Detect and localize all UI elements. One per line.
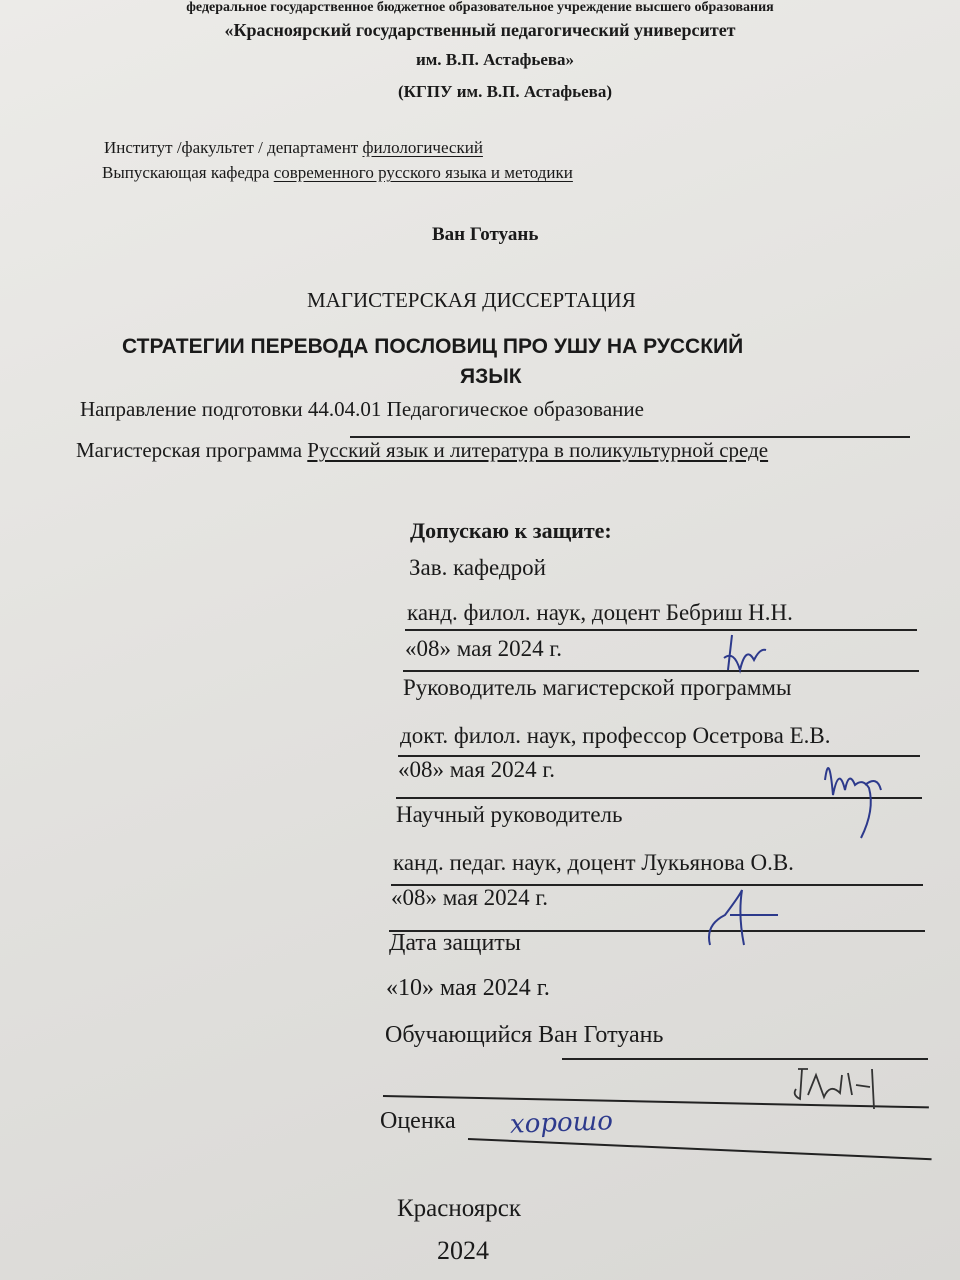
department-label: Выпускающая кафедра: [102, 163, 270, 182]
direction-value: 44.04.01 Педагогическое образование: [307, 397, 644, 421]
department-value: современного русского языка и методики: [273, 163, 573, 182]
program-head-name: докт. филол. наук, профессор Осетрова Е.В.: [400, 723, 831, 748]
program-value: Русский язык и литература в поликультурной среде: [307, 438, 769, 462]
thesis-title-line1: СТРАТЕГИИ ПЕРЕВОДА ПОСЛОВИЦ ПРО УШУ НА РУССКИЙ: [122, 335, 744, 358]
student-label: Обучающийся: [385, 1022, 533, 1048]
head-label: Зав. кафедрой: [409, 555, 546, 580]
institute-label: Институт /факультет / департамент: [104, 138, 359, 157]
student-signature: [790, 1065, 880, 1115]
defense-label: Дата защиты: [389, 930, 521, 956]
direction-label: Направление подготовки: [80, 397, 303, 421]
student-name: Ван Готуань: [538, 1022, 664, 1048]
author-name: Ван Готуань: [432, 224, 539, 245]
footer-city: Красноярск: [397, 1195, 522, 1222]
program-label: Магистерская программа: [76, 438, 303, 462]
department-row: [102, 163, 573, 183]
university-named-after: им. В.П. Астафьева»: [415, 50, 575, 69]
university-abbr: (КГПУ им. В.П. Астафьева): [397, 82, 613, 101]
student-name-line: [562, 1058, 928, 1060]
approval-heading: Допускаю к защите:: [410, 518, 612, 543]
direction-row: [80, 397, 644, 422]
program-head-signature: [815, 750, 885, 840]
defense-date: «10» мая 2024 г.: [386, 975, 550, 1001]
head-signature: [720, 630, 770, 680]
head-name: канд. филол. наук, доцент Бебриш Н.Н.: [407, 600, 793, 625]
supervisor-date: «08» мая 2024 г.: [391, 885, 549, 910]
supervisor-signature: [700, 885, 780, 955]
doc-type: МАГИСТЕРСКАЯ ДИССЕРТАЦИЯ: [307, 288, 636, 312]
university-name: «Красноярский государственный педагогический университет: [224, 20, 736, 40]
head-date-line: [403, 670, 919, 672]
org-type: федеральное государственное бюджетное образовательное учреждение высшего образования: [186, 0, 774, 15]
supervisor-label: Научный руководитель: [396, 802, 623, 827]
grade-line: [468, 1138, 932, 1160]
thesis-title-line2: ЯЗЫК: [460, 365, 522, 388]
student-row: [385, 1022, 663, 1049]
head-date: «08» мая 2024 г.: [405, 636, 563, 661]
institute-value: филологический: [362, 138, 483, 157]
institute-row: [104, 138, 483, 158]
footer-year: 2024: [437, 1236, 489, 1265]
program-head-date: «08» мая 2024 г.: [398, 757, 556, 782]
supervisor-name: канд. педаг. наук, доцент Лукьянова О.В.: [393, 850, 794, 875]
grade-label: Оценка: [380, 1108, 456, 1134]
program-row: [76, 438, 768, 463]
head-name-line: [405, 629, 917, 631]
program-head-label: Руководитель магистерской программы: [403, 675, 792, 700]
grade-value: хорошо: [509, 1106, 614, 1140]
